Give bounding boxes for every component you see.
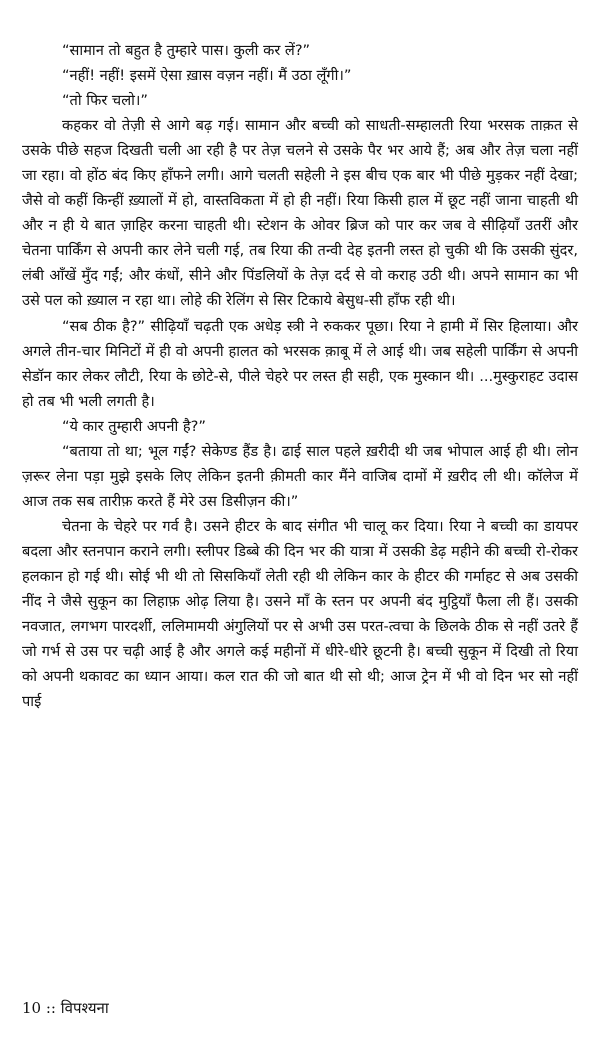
dialogue-paragraph: “बताया तो था; भूल गईं? सेकेण्ड हैंड है। ढाई साल पहले ख़रीदी थी जब भोपाल आई ही थी। लोन ज़रूर लेना पड़ा मुझे इसके लिए लेकिन इतनी क़ीमती कार मैंने वाजिब दामों में ख़रीद ली थी। कॉलेज में आज तक सब तारीफ़ करते हैं मेरे उस डिसीज़न की।” xyxy=(22,442,578,510)
body-paragraph: कहकर वो तेज़ी से आगे बढ़ गई। सामान और बच्ची को साधती-सम्हालती रिया भरसक ताक़त से उसके पीछे सहज दिखती चली आ रही है पर तेज़ चलने से उसके पैर भर आये हैं; अब और तेज़ चला नहीं जा रहा। वो होंठ बंद किए हाँफने लगी। आगे चलती सहेली ने इस बीच एक बार भी पीछे मुड़कर नहीं देखा; जैसे वो कहीं किन्हीं ख़्यालों में हो, वास्तविकता में हो ही नहीं। रिया किसी हाल में छूट नहीं जाना चाहती थी और न ही ये बात ज़ाहिर करना चाहती थी। स्टेशन के ओवर ब्रिज को पार कर जब वे सीढ़ियाँ उतरीं और चेतना पार्किंग से अपनी कार लेने चली गई, तब रिया की तन्वी देह इतनी लस्त हो चुकी थी कि उसकी सुंदर, लंबी आँखें मुँद गईं; और कंधों, सीने और पिंडलियों के तेज़ दर्द से वो कराह उठी थी। अपने सामान का भी उसे पल को ख़्याल न रहा था। लोहे की रेलिंग से सिर टिकाये बेसुध-सी हाँफ रही थी। xyxy=(22,117,578,310)
body-paragraph: चेतना के चेहरे पर गर्व है। उसने हीटर के बाद संगीत भी चालू कर दिया। रिया ने बच्ची का डायपर बदला और स्तनपान कराने लगी। स्लीपर डिब्बे की दिन भर की यात्रा में उसकी डेढ़ महीने की बच्ची रो-रोकर हलकान हो गई थी। सोई भी थी तो सिसकियाँ लेती रही थी लेकिन कार के हीटर की गर्माहट से अब उसकी नींद ने जैसे सुकून का लिहाफ़ ओढ़ लिया है। उसने माँ के स्तन पर अपनी बंद मुट्ठियाँ फैला ली हैं। उसकी नवजात, लगभग पारदर्शी, ललिमामयी अंगुलियों पर से अभी उस परत-त्वचा के छिलके ठीक से नहीं उतरे हैं जो गर्भ से उस पर चढ़ी आई है और अगले कई महीनों में धीरे-धीरे छूटनी है। बच्ची सुकून में दिखी तो रिया को अपनी थकावट का ध्यान आया। कल रात की जो बात थी सो थी; आज ट्रेन में भी वो दिन भर सो नहीं पाई xyxy=(22,517,578,711)
page-footer: 10 :: विपश्यना xyxy=(22,999,109,1017)
dialogue-paragraph: “तो फिर चलो।” xyxy=(62,92,148,110)
page-body xyxy=(22,38,578,978)
dialogue-paragraph: “नहीं! नहीं! इसमें ऐसा ख़ास वज़न नहीं। मैं उठा लूँगी।” xyxy=(62,67,352,85)
body-paragraph: “सब ठीक है?” सीढ़ियाँ चढ़ती एक अधेड़ स्त्री ने रुककर पूछा। रिया ने हामी में सिर हिलाया। और अगले तीन-चार मिनिटों में ही वो अपनी हालत को भरसक क़ाबू में ले आई थी। जब सहेली पार्किंग से अपनी सेडॉन कार लेकर लौटी, रिया के छोटे-से, पीले चेहरे पर लस्त ही सही, एक मुस्कान थी। ...मुस्कुराहट उदास हो तब भी भली लगती है। xyxy=(22,317,578,410)
dialogue-paragraph: “सामान तो बहुत है तुम्हारे पास। कुली कर लें?” xyxy=(62,42,311,59)
dialogue-paragraph: “ये कार तुम्हारी अपनी है?” xyxy=(62,417,206,435)
